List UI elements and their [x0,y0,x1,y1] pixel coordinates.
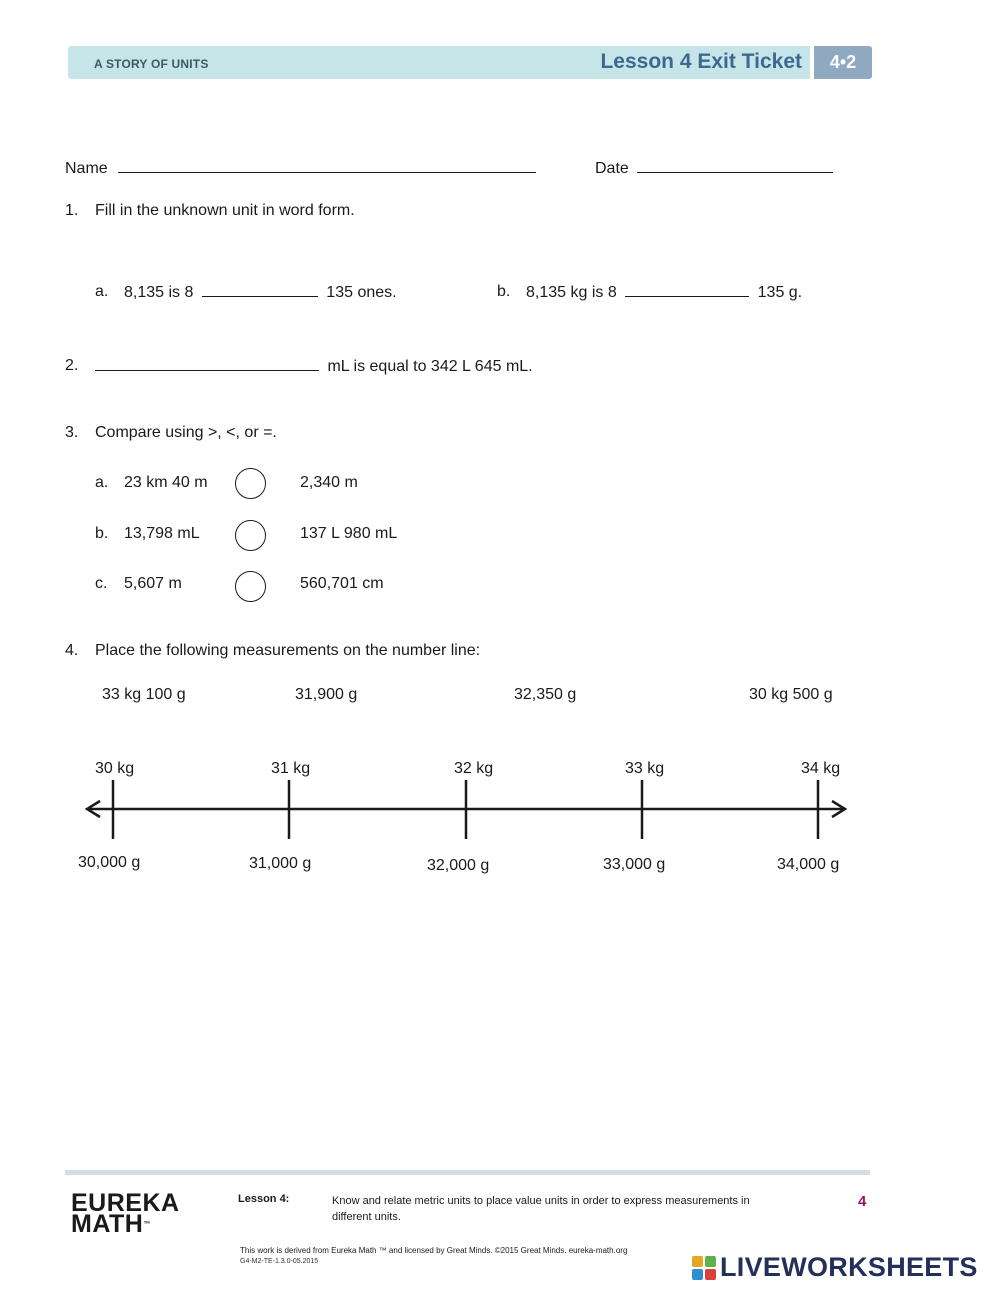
tick-label-kg: 33 kg [625,760,665,777]
series-title: A STORY OF UNITS [94,57,209,71]
q3b-compare-circle[interactable] [235,520,266,551]
q1a-before: 8,135 is 8 [124,284,194,301]
q1b-after: 135 g. [757,284,803,301]
q3-number: 3. [65,424,79,441]
q3a-compare-circle[interactable] [235,468,266,499]
q3-prompt: Compare using >, <, or =. [95,424,277,441]
q2-row [95,357,533,376]
measurement-card[interactable]: 31,900 g [295,686,358,703]
q4-prompt: Place the following measurements on the number line: [95,642,481,659]
q1a-label: a. [95,283,109,300]
footer-legal: This work is derived from Eureka Math ™ and licensed by Great Minds. ©2015 Great Minds. eureka-math.org [240,1246,628,1255]
q3c-label: c. [95,575,108,592]
lesson-title: Lesson 4 Exit Ticket [600,50,802,73]
q1a-after: 135 ones. [326,284,397,301]
q2-after: mL is equal to 342 L 645 mL. [327,358,533,375]
q1a-row [124,283,397,302]
tick-label-kg: 31 kg [271,760,311,777]
q2-number: 2. [65,357,79,374]
tick-label-kg: 32 kg [454,760,494,777]
q3a-label: a. [95,474,109,491]
tick-label-g: 32,000 g [427,857,490,874]
q3a-right: 2,340 m [300,474,358,491]
q3a-left: 23 km 40 m [124,474,208,491]
tick-label-kg: 30 kg [95,760,135,777]
tick-label-g: 31,000 g [249,855,312,872]
tick-label-g: 34,000 g [777,856,840,873]
footer-rule [65,1170,870,1175]
date-field[interactable] [637,159,833,173]
tick-label-g: 30,000 g [78,854,141,871]
liveworksheets-logo-icon [692,1256,716,1280]
date-label: Date [595,160,629,177]
footer-description: Know and relate metric units to place value units in order to express measurements in different units. [332,1195,750,1223]
q3b-label: b. [95,525,109,542]
q3c-left: 5,607 m [124,575,182,592]
tick-label-kg: 34 kg [801,760,841,777]
date-row [595,159,833,178]
measurement-card[interactable]: 30 kg 500 g [749,686,833,703]
q1-prompt: Fill in the unknown unit in word form. [95,202,355,219]
q3c-compare-circle[interactable] [235,571,266,602]
tick-label-g: 33,000 g [603,856,666,873]
liveworksheets-watermark[interactable] [692,1252,978,1283]
q4-number: 4. [65,642,79,659]
q3b-right: 137 L 980 mL [300,525,398,542]
q2-answer-field[interactable] [95,357,319,371]
q1-number: 1. [65,202,79,219]
measurement-card[interactable]: 33 kg 100 g [102,686,186,703]
q3c-right: 560,701 cm [300,575,384,592]
measurement-card[interactable]: 32,350 g [514,686,577,703]
q1b-answer-field[interactable] [625,283,749,297]
q1a-answer-field[interactable] [202,283,318,297]
name-label: Name [65,160,108,177]
name-row [65,159,536,178]
q1b-before: 8,135 kg is 8 [526,284,617,301]
module-badge: 4•2 [814,46,872,79]
q3b-left: 13,798 mL [124,525,200,542]
number-line[interactable] [80,775,852,845]
logo-line-1: EUREKA [71,1189,180,1217]
name-field[interactable] [118,159,536,173]
logo-line-2: MATH [71,1210,144,1238]
eureka-math-logo [71,1189,180,1238]
footer-lesson-label: Lesson 4: [238,1193,290,1205]
q1b-label: b. [497,283,511,300]
page-number: 4 [858,1193,867,1210]
watermark-text: LIVEWORKSHEETS [720,1252,978,1282]
footer-code: G4-M2-TE-1.3.0-05.2015 [240,1258,319,1265]
q1b-row [526,283,802,302]
logo-trademark: ™ [143,1221,151,1228]
